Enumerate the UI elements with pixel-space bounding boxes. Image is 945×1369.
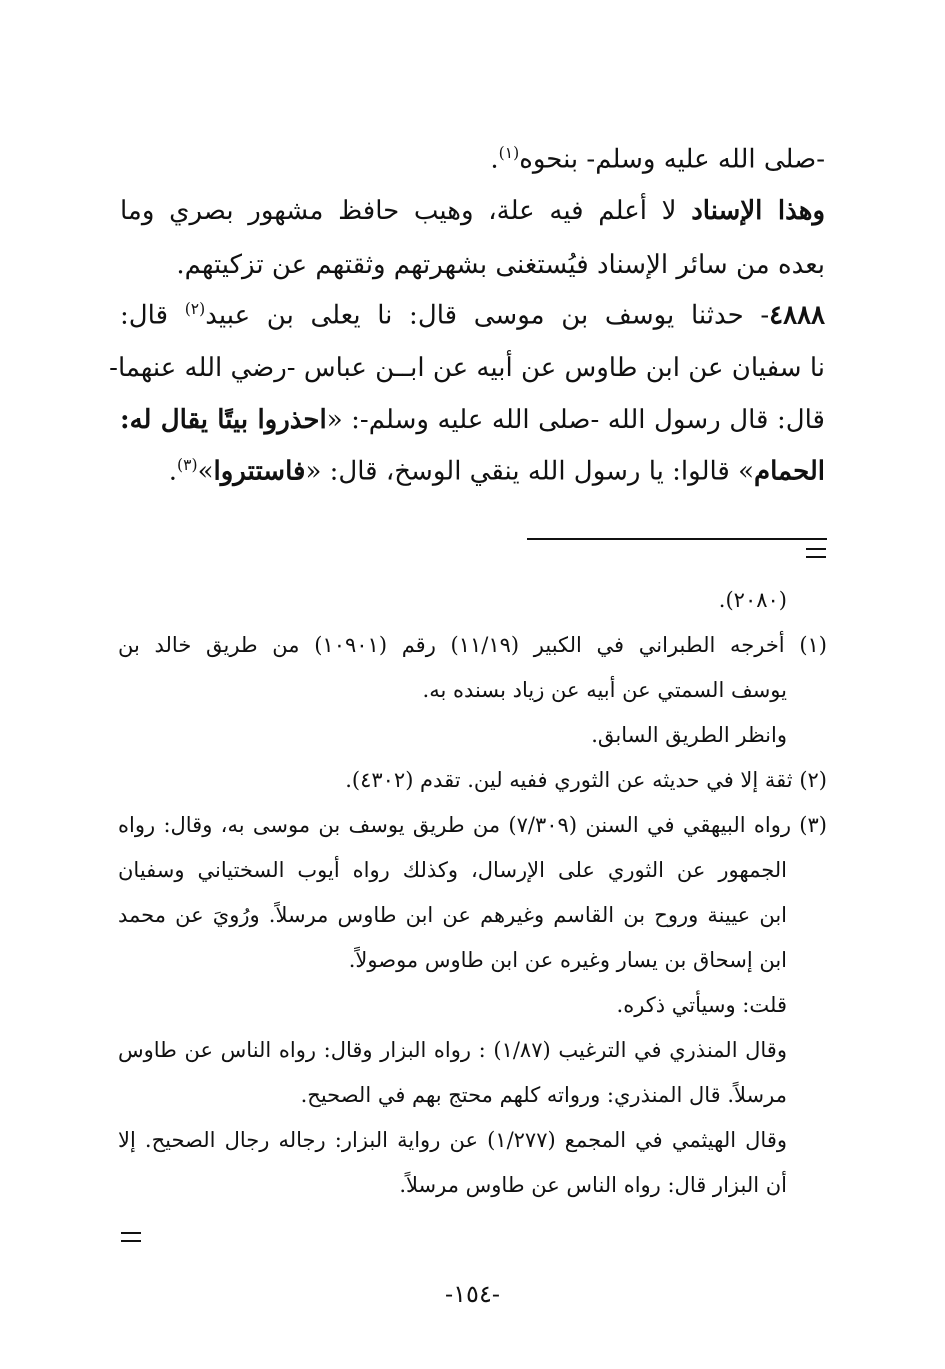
footnote-text: وقال المنذري في الترغيب (١/٨٧) : رواه البزار وقال: رواه الناس عن طاوس [118,1038,787,1062]
footnote-text: (٣) رواه البيهقي في السنن (٧/٣٠٩) من طريق يوسف بن موسى به، وقال: رواه [118,813,827,837]
footnote-marker-3: (٣) [176,456,198,474]
footnote-3-line-7 [301,1083,787,1107]
main-text: -صلى الله عليه وسلم- بنحوه [519,144,825,175]
footnote-3-line-6 [118,1038,787,1062]
main-line-1: -صلى الله عليه وسلم- بنحوه$^{(١)}$. [490,144,825,175]
footnote-text: وقال الهيثمي في المجمع (١/٢٧٧) عن رواية البزار: رجاله رجال الصحيح. إلا [118,1128,788,1152]
footnote-1-line-3 [591,723,787,747]
continuation-mark [121,1232,141,1242]
footnote-3-line-3 [118,903,787,927]
hadith-quote: فاستتروا [213,456,306,487]
hadith-line-4 [169,456,825,487]
footnote-text: ابن إسحاق بن يسار وغيره عن ابن طاوس موصولاً. [348,948,787,972]
main-text: نا سفيان عن ابن طاوس عن أبيه عن ابــن عباس -رضي الله عنهما- [109,353,825,383]
footnote-marker-1: (١) [498,144,520,162]
footnote-text: أن البزار قال: رواه الناس عن طاوس مرسلاً. [399,1173,787,1197]
bold-phrase: وهذا الإسناد [691,196,825,226]
footnote-text: قلت: وسيأتي ذكره. [616,993,787,1017]
footnote-text: (٢) ثقة إلا في حديثه عن الثوري ففيه لين. تقدم (٤٣٠٢). [345,768,827,792]
footnote-3-line-1 [118,813,827,837]
hadith-number: ٤٨٨٨ [769,300,826,331]
main-text: بعده من سائر الإسناد فيُستغنى بشهرتهم وثقتهم عن تزكيتهم. [176,250,825,280]
footnote-3-line-5 [617,993,787,1017]
footnote-text: وانظر الطريق السابق. [591,723,787,747]
footnote-text: يوسف السمتي عن أبيه عن زياد بسنده به. [422,678,787,702]
main-text: لا أعلم فيه علة، وهيب حافظ مشهور بصري وما [120,196,692,226]
main-text: - حدثنا يوسف بن موسى قال: نا يعلى بن عبيد [205,300,770,331]
footnote-marker-2: (٢) [184,300,206,318]
hadith-quote: احذروا بيتًا يقال له: [120,405,327,435]
footnote-text: الجمهور عن الثوري على الإرسال، وكذلك رواه أيوب السختياني وسفيان [118,858,787,882]
main-text: قال: [120,300,185,331]
footnote-text: (١) أخرجه الطبراني في الكبير (١١/١٩) رقم (١٠٩٠١) من طريق خالد بن [118,633,827,657]
footnote-3-line-4 [349,948,787,972]
footnote-text: مرسلاً. قال المنذري: ورواته كلهم محتج بهم في الصحيح. [300,1083,787,1107]
hadith-quote: الحمام [754,456,825,487]
footnote-1-line-1 [118,633,827,657]
main-text: » قالوا: يا رسول الله ينقي الوسخ، قال: « [305,456,755,487]
main-text: » [197,456,214,487]
footnote-2 [345,768,827,792]
main-line-3 [176,250,825,280]
footnote-3-line-8 [118,1128,787,1152]
hadith-line-3 [120,405,825,435]
footnote-text: (٢٠٨٠). [718,588,787,612]
hadith-line-1 [120,300,825,331]
main-line-2 [120,196,825,226]
footnote-continuation [719,588,787,612]
continuation-mark [806,548,826,558]
footnote-separator [527,538,827,540]
footnote-3-line-9 [399,1173,787,1197]
main-text: . [168,456,177,487]
footnote-3-line-2 [118,858,787,882]
footnote-text: ابن عيينة وروح بن القاسم وغيرهم عن ابن طاوس مرسلاً. ورُويَ عن محمد [118,903,787,927]
footnote-1-line-2 [423,678,787,702]
page-number: -١٥٤- [445,1280,500,1308]
main-text: قال: قال رسول الله -صلى الله عليه وسلم-: « [326,405,825,435]
hadith-line-2 [109,353,825,383]
